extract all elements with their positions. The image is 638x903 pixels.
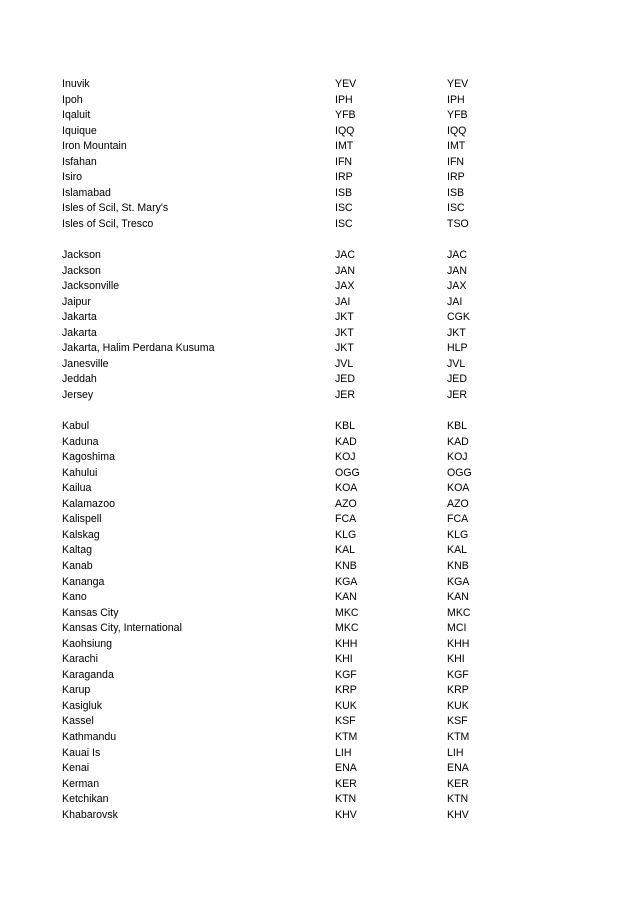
city-code-cell: JED <box>335 373 356 386</box>
table-row <box>62 590 482 606</box>
city-name-cell: Kansas City <box>62 606 119 619</box>
city-name-cell: Jeddah <box>62 373 97 386</box>
airport-code-cell: KGF <box>447 668 469 681</box>
city-name-cell: Jacksonville <box>62 280 120 293</box>
city-code-cell: KTN <box>335 793 357 806</box>
airport-code-cell: ISC <box>447 202 465 215</box>
airport-code-cell: IRP <box>447 171 465 184</box>
airport-code-cell: ISB <box>447 186 465 199</box>
table-row <box>62 77 482 93</box>
city-name-cell: Kasigluk <box>62 699 103 712</box>
city-code-cell: KOA <box>335 482 358 495</box>
table-row <box>62 668 482 684</box>
airport-code-cell: FCA <box>447 513 469 526</box>
airport-code-cell: KOA <box>447 482 470 495</box>
airport-code-cell: JKT <box>447 326 466 339</box>
airport-code-cell: MCI <box>447 622 467 635</box>
city-name-cell: Karaganda <box>62 668 114 681</box>
airport-code-cell: TSO <box>447 217 469 230</box>
city-code-cell: KNB <box>335 559 357 572</box>
city-code-cell: JAX <box>335 280 355 293</box>
city-code-cell: LIH <box>335 746 352 759</box>
airport-code-cell: CGK <box>447 311 470 324</box>
airport-code-cell: AZO <box>447 497 469 510</box>
table-row <box>62 761 482 777</box>
city-code-cell: KSF <box>335 715 356 728</box>
airport-code-cell: KHI <box>447 653 465 666</box>
airport-code-cell: KTM <box>447 730 470 743</box>
table-row <box>62 372 482 388</box>
table-row <box>62 652 482 668</box>
airport-code-cell: JVL <box>447 357 466 370</box>
airport-code-cell: KNB <box>447 559 469 572</box>
city-code-cell: JAN <box>335 264 356 277</box>
airport-code-cell: IQQ <box>447 124 467 137</box>
airport-code-cell: ENA <box>447 762 469 775</box>
airport-code-cell: KUK <box>447 699 469 712</box>
table-row <box>62 543 482 559</box>
table-row <box>62 481 482 497</box>
table-row <box>62 326 482 342</box>
city-name-cell: Jakarta <box>62 311 97 324</box>
city-code-cell: ISC <box>335 217 353 230</box>
city-name-cell: Jackson <box>62 249 101 262</box>
airport-code-cell: KAL <box>447 544 468 557</box>
table-row <box>62 201 482 217</box>
city-name-cell: Karup <box>62 684 91 697</box>
city-code-cell: IPH <box>335 93 353 106</box>
city-code-cell: KAN <box>335 591 357 604</box>
city-name-cell: Karachi <box>62 653 98 666</box>
city-name-cell: Iqaluit <box>62 109 91 122</box>
city-code-cell: JKT <box>335 342 354 355</box>
table-row <box>62 186 482 202</box>
city-name-cell: Jakarta <box>62 326 97 339</box>
table-row <box>62 217 482 233</box>
city-code-cell: KRP <box>335 684 357 697</box>
table-row <box>62 279 482 295</box>
table-row <box>62 264 482 280</box>
city-code-cell: JKT <box>335 326 354 339</box>
city-name-cell: Jaipur <box>62 295 91 308</box>
table-row <box>62 248 482 264</box>
airport-code-cell: YFB <box>447 109 468 122</box>
table-row <box>62 388 482 404</box>
city-code-cell: KHV <box>335 808 357 821</box>
city-code-cell: JVL <box>335 357 354 370</box>
table-row <box>62 528 482 544</box>
table-row <box>62 497 482 513</box>
city-code-cell: ENA <box>335 762 357 775</box>
table-row <box>62 559 482 575</box>
city-code-cell: JKT <box>335 311 354 324</box>
city-code-cell: KGA <box>335 575 358 588</box>
table-row <box>62 435 482 451</box>
city-name-cell: Isles of Scil, Tresco <box>62 217 154 230</box>
city-code-cell: KOJ <box>335 451 356 464</box>
table-row <box>62 357 482 373</box>
table-row <box>62 310 482 326</box>
city-name-cell: Kauai Is <box>62 746 101 759</box>
airport-code-cell: IMT <box>447 140 466 153</box>
airport-code-cell: KBL <box>447 420 468 433</box>
airport-code-cell: KOJ <box>447 451 468 464</box>
city-code-cell: KUK <box>335 699 357 712</box>
section-gap <box>62 232 482 248</box>
airport-code-cell: HLP <box>447 342 468 355</box>
airport-code-cell: KER <box>447 777 469 790</box>
city-name-cell: Kaohsiung <box>62 637 113 650</box>
city-code-cell: IQQ <box>335 124 355 137</box>
airport-code-cell: JAN <box>447 264 468 277</box>
table-row <box>62 341 482 357</box>
airport-code-cell: IPH <box>447 93 465 106</box>
city-code-cell: YFB <box>335 109 356 122</box>
airport-code-cell: KGA <box>447 575 470 588</box>
airport-code-cell: JED <box>447 373 468 386</box>
airport-code-cell: OGG <box>447 466 472 479</box>
airport-code-cell: JAC <box>447 249 468 262</box>
city-code-cell: JAC <box>335 249 356 262</box>
table-row <box>62 683 482 699</box>
table-row <box>62 637 482 653</box>
city-name-cell: Kalispell <box>62 513 102 526</box>
city-name-cell: Iron Mountain <box>62 140 127 153</box>
city-name-cell: Iquique <box>62 124 97 137</box>
city-code-cell: KLG <box>335 528 357 541</box>
city-name-cell: Kaduna <box>62 435 99 448</box>
airport-code-cell: YEV <box>447 78 469 90</box>
airport-code-cell: KLG <box>447 528 469 541</box>
city-name-cell: Khabarovsk <box>62 808 118 821</box>
city-name-cell: Isles of Scil, St. Mary's <box>62 202 169 215</box>
city-code-cell: OGG <box>335 466 360 479</box>
section-gap <box>62 403 482 419</box>
city-code-cell: KGF <box>335 668 357 681</box>
airport-code-cell: KHV <box>447 808 469 821</box>
city-name-cell: Islamabad <box>62 186 111 199</box>
airport-code-cell: IFN <box>447 155 465 168</box>
table-row <box>62 139 482 155</box>
table-row <box>62 746 482 762</box>
city-name-cell: Kanab <box>62 559 93 572</box>
city-name-cell: Janesville <box>62 357 109 370</box>
city-code-cell: IRP <box>335 171 353 184</box>
city-code-cell: KAL <box>335 544 356 557</box>
city-name-cell: Ketchikan <box>62 793 109 806</box>
city-code-cell: JAI <box>335 295 351 308</box>
city-code-cell: KBL <box>335 420 356 433</box>
airport-code-cell: JAI <box>447 295 463 308</box>
city-name-cell: Isiro <box>62 171 83 184</box>
table-row <box>62 93 482 109</box>
table-row <box>62 808 482 824</box>
city-name-cell: Inuvik <box>62 78 90 90</box>
table-row <box>62 777 482 793</box>
city-name-cell: Kassel <box>62 715 94 728</box>
city-code-cell: KER <box>335 777 357 790</box>
city-name-cell: Jersey <box>62 388 94 401</box>
table-row <box>62 170 482 186</box>
airport-code-cell: KTN <box>447 793 469 806</box>
city-code-cell: MKC <box>335 622 359 635</box>
airport-code-cell: KAD <box>447 435 469 448</box>
city-name-cell: Kano <box>62 591 87 604</box>
airport-code-cell: KSF <box>447 715 468 728</box>
table-row <box>62 108 482 124</box>
city-name-cell: Jackson <box>62 264 101 277</box>
city-name-cell: Kalamazoo <box>62 497 115 510</box>
table-row <box>62 714 482 730</box>
table-row <box>62 295 482 311</box>
table-row <box>62 466 482 482</box>
city-name-cell: Isfahan <box>62 155 97 168</box>
city-name-cell: Kabul <box>62 420 90 433</box>
city-code-cell: KHI <box>335 653 353 666</box>
airport-code-cell: MKC <box>447 606 471 619</box>
table-row <box>62 124 482 140</box>
airport-code-cell: KRP <box>447 684 469 697</box>
table-row <box>62 419 482 435</box>
table-row <box>62 606 482 622</box>
airport-code-cell: JAX <box>447 280 467 293</box>
city-code-cell: FCA <box>335 513 357 526</box>
city-name-cell: Kahului <box>62 466 98 479</box>
city-code-cell: IFN <box>335 155 353 168</box>
table-row <box>62 155 482 171</box>
city-name-cell: Kagoshima <box>62 451 115 464</box>
airport-code-cell: KAN <box>447 591 469 604</box>
table-row <box>62 730 482 746</box>
city-code-cell: ISC <box>335 202 353 215</box>
table-row <box>62 575 482 591</box>
airport-code-cell: KHH <box>447 637 470 650</box>
city-name-cell: Kaltag <box>62 544 93 557</box>
city-code-cell: KAD <box>335 435 357 448</box>
city-name-cell: Kalskag <box>62 528 100 541</box>
airport-code-table <box>62 77 482 823</box>
airport-code-cell: LIH <box>447 746 464 759</box>
city-code-cell: YEV <box>335 78 357 90</box>
city-name-cell: Kailua <box>62 482 92 495</box>
table-row <box>62 792 482 808</box>
city-name-cell: Kananga <box>62 575 105 588</box>
city-name-cell: Kerman <box>62 777 100 790</box>
city-name-cell: Kenai <box>62 762 90 775</box>
city-name-cell: Kathmandu <box>62 730 117 743</box>
city-code-cell: KTM <box>335 730 358 743</box>
table-row <box>62 512 482 528</box>
city-name-cell: Kansas City, International <box>62 622 182 635</box>
city-code-cell: MKC <box>335 606 359 619</box>
table-row <box>62 450 482 466</box>
city-code-cell: AZO <box>335 497 357 510</box>
table-row <box>62 621 482 637</box>
city-code-cell: IMT <box>335 140 354 153</box>
city-code-cell: KHH <box>335 637 358 650</box>
table-row <box>62 699 482 715</box>
city-code-cell: JER <box>335 388 356 401</box>
city-name-cell: Jakarta, Halim Perdana Kusuma <box>62 342 215 355</box>
airport-code-cell: JER <box>447 388 468 401</box>
city-name-cell: Ipoh <box>62 93 83 106</box>
city-code-cell: ISB <box>335 186 353 199</box>
